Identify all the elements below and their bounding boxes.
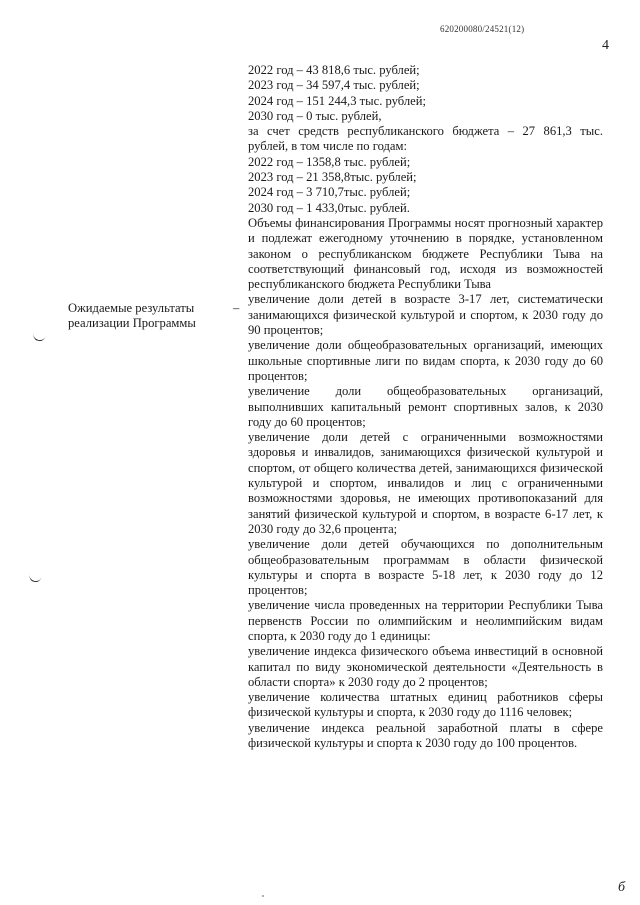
funding-line: 2022 год – 43 818,6 тыс. рублей; bbox=[248, 63, 420, 77]
label-dash: – bbox=[233, 301, 240, 315]
document-id: 620200080/24521(12) bbox=[440, 24, 525, 34]
funding-line: 2023 год – 21 358,8тыс. рублей; bbox=[248, 170, 417, 185]
funding-line: 2023 год – 34 597,4 тыс. рублей; bbox=[248, 78, 420, 93]
result-item: увеличение числа проведенных на территории Республики Тыва первенств России по олимпийским и неолимпийским видам спорта, к 2030 году до 1 единицы: bbox=[248, 598, 603, 643]
scan-speck bbox=[262, 895, 264, 897]
result-item: увеличение индекса реальной заработной платы в сфере физической культуры и спорта к 2030 году до 100 процентов. bbox=[248, 720, 603, 751]
result-item: увеличение индекса физического объема инвестиций в основной капитал по виду экономической деятельности «Деятельность в области спорта» к 2030 году до 2 процентов; bbox=[248, 644, 603, 689]
result-item: увеличение количества штатных единиц работников сферы физической культуры и спорта, к 2030 году до 1116 человек; bbox=[248, 690, 603, 720]
republic-budget-intro: за счет средств республиканского бюджета – 27 861,3 тыс. рублей, в том числе по годам: bbox=[248, 124, 603, 154]
margin-pen-mark bbox=[28, 574, 41, 583]
page-number: 4 bbox=[602, 38, 609, 53]
result-item: увеличение доли общеобразовательных организаций, имеющих школьные спортивные лиги по видам спорта, к 2030 году до 60 процентов; bbox=[248, 338, 603, 383]
funding-total-by-year bbox=[248, 63, 603, 124]
funding-line: 2030 год – 1 433,0тыс. рублей. bbox=[248, 200, 410, 215]
result-item: увеличение доли детей обучающихся по дополнительным общеобразовательным программам в области физической культуры и спорта в возрасте 5-18 лет, к 2030 году до 12 процентов; bbox=[248, 537, 603, 598]
funding-line: 2022 год – 1358,8 тыс. рублей; bbox=[248, 154, 411, 169]
result-item: увеличение доли детей в возрасте 3-17 лет, систематически занимающихся физической культурой и спортом, к 2030 году до 90 процентов; bbox=[248, 292, 603, 338]
result-item: увеличение доли общеобразовательных организаций, выполнивших капитальный ремонт спортивных залов, к 2030 году до 60 процентов; bbox=[248, 384, 603, 429]
funding-line: 2024 год – 151 244,3 тыс. рублей; bbox=[248, 93, 426, 108]
margin-pen-mark bbox=[32, 333, 45, 342]
expected-results-list bbox=[248, 292, 603, 751]
funding-note: Объемы финансирования Программы носят прогнозный характер и подлежат ежегодному уточнению в порядке, установленном законом о республиканском бюджете Республики Тыва на соответствующий финансовый год, исходя из возможностей республиканского бюджета Республики Тыва bbox=[248, 215, 603, 292]
funding-republic-by-year bbox=[248, 155, 603, 216]
funding-line: 2024 год – 3 710,7тыс. рублей; bbox=[248, 185, 411, 200]
funding-column bbox=[248, 63, 603, 751]
expected-results-label: Ожидаемые результаты реализации Программы bbox=[68, 301, 196, 331]
result-item: увеличение доли детей с ограниченными возможностями здоровья и инвалидов, занимающихся физической культурой и спортом, от общего количества детей, занимающихся физической культурой и спортом, инвалидов и лиц с ограниченными возможностями здоровья, не имеющих противопоказаний для занятий физической культурой и спортом, в возрасте 6-17 лет, к 2030 году до 32,6 процента; bbox=[248, 430, 603, 536]
corner-handwritten-mark: б bbox=[618, 880, 626, 895]
funding-line: 2030 год – 0 тыс. рублей, bbox=[248, 108, 382, 123]
